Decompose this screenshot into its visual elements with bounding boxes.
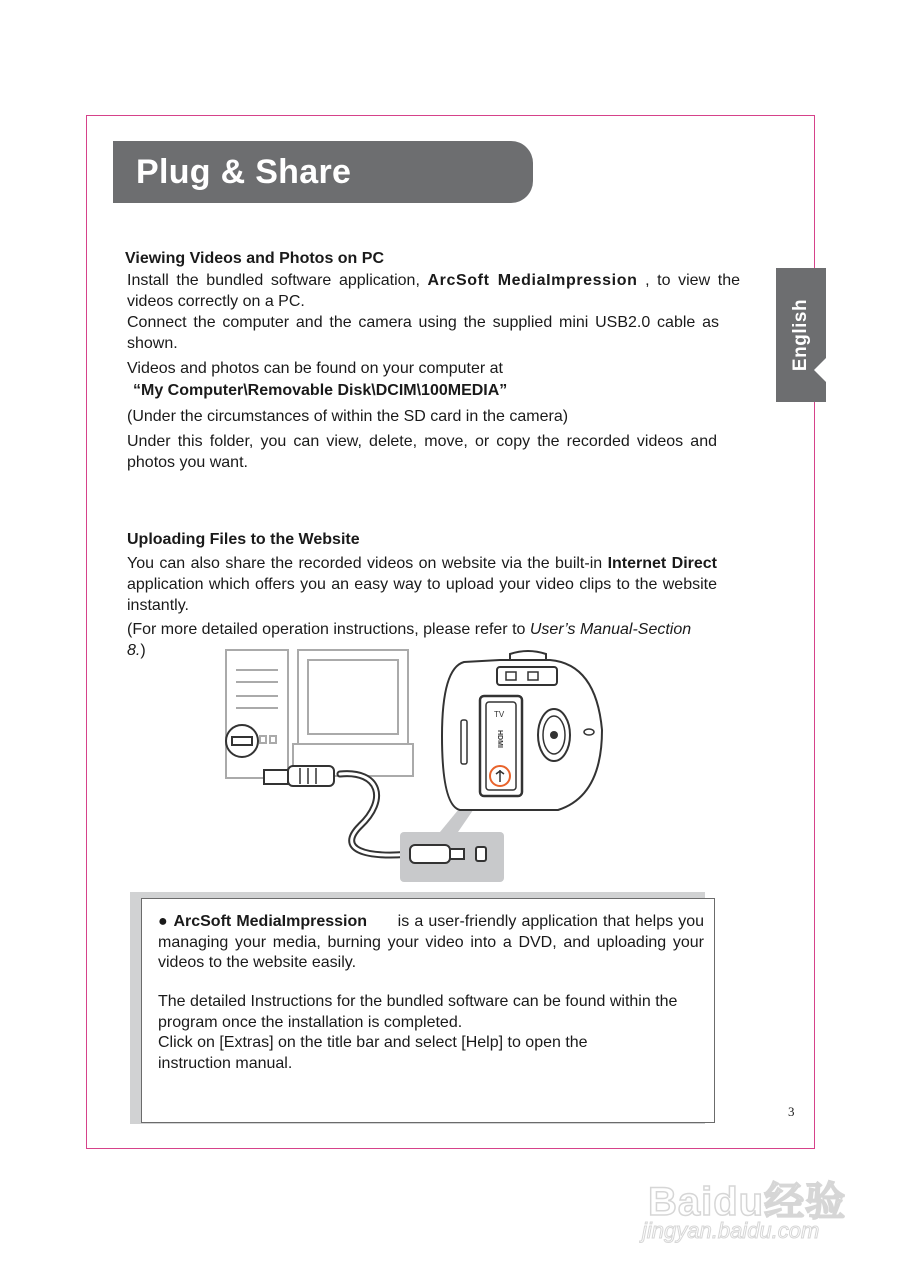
app-name-arcsoft: ArcSoft MediaImpression (427, 272, 638, 289)
page-title-bar (113, 141, 533, 203)
install-text-post: , to view the videos correctly on a PC. (127, 272, 740, 310)
tv-port-label: TV (494, 710, 505, 719)
paragraph-folder-actions: Under this folder, you can view, delete, move, or copy the recorded videos and photos you want. (127, 433, 717, 471)
note-bullet: ● (158, 913, 169, 930)
manual-ref-post: ) (140, 642, 146, 659)
language-tab-label: English (790, 298, 811, 372)
note-paragraph-help: Click on [Extras] on the title bar and select [Help] to open the instruction manual. (158, 1034, 588, 1072)
section-heading-upload: Uploading Files to the Website (127, 531, 360, 548)
paragraph-sd-note: (Under the circumstances of within the SD card in the camera) (127, 408, 569, 425)
upload-text-post: application which offers you an easy way to upload your video clips to the website instantly. (127, 576, 717, 614)
paragraph-install (127, 270, 740, 312)
page-title: Plug & Share (136, 153, 352, 191)
folder-path: “My Computer\Removable Disk\DCIM\100MEDIA” (133, 382, 508, 399)
app-name-internet-direct: Internet Direct (607, 555, 717, 572)
watermark-url: jingyan.baidu.com (642, 1218, 820, 1243)
upload-text-pre: You can also share the recorded videos on website via the built-in (127, 555, 603, 572)
manual-ref-section: User’s Manual-Section 8. (127, 621, 692, 659)
note-paragraph-app (158, 912, 704, 974)
language-tab-notch (814, 358, 826, 382)
camcorder-illustration (442, 651, 602, 810)
hdmi-port-label: HDMI (496, 730, 503, 748)
monitor-illustration (293, 650, 413, 776)
install-text-pre: Install the bundled software application, (127, 272, 420, 289)
usb-port-callout (226, 725, 258, 757)
baidu-watermark (640, 1140, 860, 1250)
section-heading-pc: Viewing Videos and Photos on PC (125, 250, 384, 267)
page-number: 3 (788, 1104, 795, 1119)
manual-ref-pre: (For more detailed operation instructions, please refer to (127, 621, 526, 638)
computer-tower-illustration (226, 650, 288, 778)
paragraph-location: Videos and photos can be found on your computer at (127, 360, 503, 377)
note-app-description: is a user-friendly application that helps you managing your media, burning your video into a DVD, and uploading your videos to the website easily. (158, 913, 704, 971)
note-paragraph-instructions: The detailed Instructions for the bundled software can be found within the program once the installation is completed. (158, 993, 678, 1031)
note-app-name: ArcSoft MediaImpression (173, 913, 368, 930)
paragraph-connect: Connect the computer and the camera using the supplied mini USB2.0 cable as shown. (127, 314, 719, 352)
usb-cable-illustration (264, 766, 422, 855)
usb-connection-diagram (210, 640, 610, 885)
watermark-brand: Baidu经验 (648, 1180, 847, 1224)
paragraph-upload (127, 553, 717, 616)
